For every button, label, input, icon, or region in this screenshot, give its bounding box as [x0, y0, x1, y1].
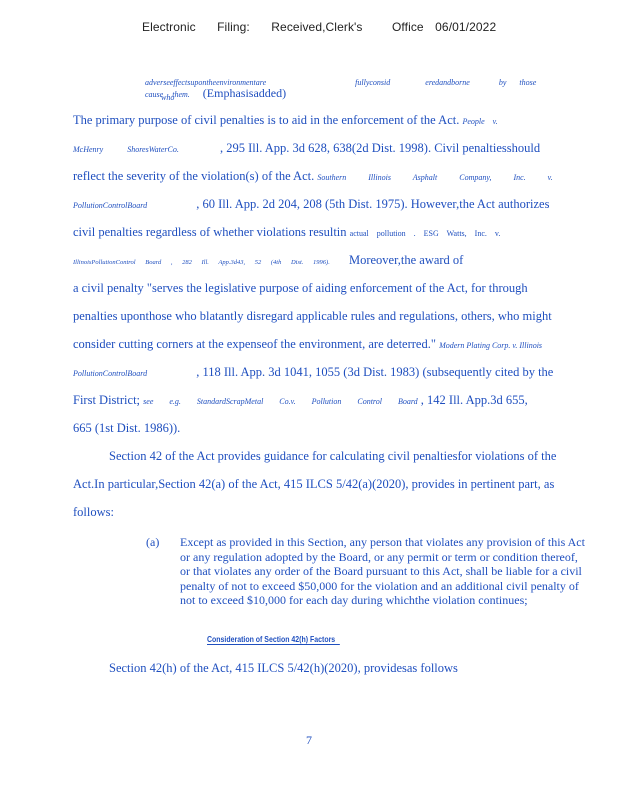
para1-line7: a civil penalty "serves the legislative purpose of aiding enforcement of the Act, for through — [73, 281, 528, 295]
para-text: Section 42 of the Act provides guidance for calculating civil penaltiesfor violations of the — [109, 449, 557, 463]
para1-line12: 665 (1st Dist. 1986)). — [73, 421, 181, 435]
header-electronic: Electronic — [142, 20, 196, 34]
para1-line10 — [73, 358, 593, 388]
case-citation: McHenry ShoresWaterCo. — [73, 145, 179, 154]
para1-line3 — [73, 162, 593, 192]
quote-text: them. — [172, 90, 190, 99]
para1-line6 — [73, 246, 593, 277]
filing-header — [142, 20, 514, 34]
quote-fragment-line2 — [145, 86, 545, 101]
para1-line9 — [73, 330, 593, 360]
para-text: First District; — [73, 393, 141, 407]
quote-text: who — [161, 93, 175, 102]
para-text: , 295 Ill. App. 3d 628, 638(2d Dist. 1998). Civil penaltiesshould — [219, 141, 541, 155]
quote-text: cause — [145, 90, 164, 99]
quote-text: eredandborne — [425, 78, 470, 87]
para2-line3: follows: — [73, 505, 114, 519]
emphasis-note: (Emphasisadded) — [202, 86, 287, 100]
case-citation: PollutionControlBoard — [73, 201, 148, 210]
para-text: Moreover,the award of — [348, 253, 464, 267]
case-citation: see e.g. StandardScrapMetal Co.v. Pollution Control Board — [143, 397, 418, 406]
para1-line2 — [73, 134, 593, 164]
quote-text: adverseeffectsupontheenvironmentare — [145, 78, 267, 87]
section-subheading: Consideration of Section 42(h) Factors — [207, 634, 340, 645]
para3-line1 — [73, 654, 593, 682]
para-text: reflect the severity of the violation(s) of the Act. — [73, 169, 315, 183]
para2-line1 — [73, 442, 593, 470]
header-office: Office — [391, 20, 424, 34]
case-citation: IllinoisPollutionControl Board , 282 Ill. App.3d43, 52 (4th Dist. 1996). — [73, 259, 330, 266]
para-text: The primary purpose of civil penalties is to aid in the enforcement of the Act. — [73, 113, 460, 127]
quote-text: those — [519, 78, 537, 87]
header-date: 06/01/2022 — [435, 20, 497, 34]
case-citation: Southern Illinois Asphalt Company, Inc. v. — [317, 173, 553, 182]
header-received: Received,Clerk's — [271, 20, 363, 34]
para-text: civil penalties regardless of whether violations resultin — [73, 225, 347, 239]
para1-line5 — [73, 218, 593, 248]
header-filing: Filing: — [217, 20, 250, 34]
para-text: Section 42(h) of the Act, 415 ILCS 5/42(h)(2020), providesas follows — [109, 661, 458, 675]
quote-text: fullyconsid — [355, 78, 391, 87]
case-citation: Modern Plating Corp. v. Illinois — [439, 341, 543, 350]
para2-line2: Act.In particular,Section 42(a) of the Act, 415 ILCS 5/42(a)(2020), provides in pertinent part, as — [73, 477, 555, 491]
case-citation: People v. — [462, 117, 498, 126]
para-text: , 142 Ill. App.3d 655, — [420, 393, 528, 407]
subsection-label: (a) — [146, 535, 160, 549]
para-text: , 60 Ill. App. 2d 204, 208 (5th Dist. 1975). However,the Act authorizes — [196, 197, 550, 211]
case-citation: PollutionControlBoard — [73, 369, 148, 378]
para1-line11 — [73, 386, 593, 416]
quote-text: by — [498, 78, 507, 87]
case-citation: actual pollution . ESG Watts, Inc. v. — [349, 229, 501, 238]
page-number: 7 — [306, 733, 312, 747]
statute-block-quote: Except as provided in this Section, any person that violates any provision of this Act or any regulation adopted by the Board, or any permit or term or condition thereof, or that violates any order of the Board pursuant to this Act, shall be liable for a civil penalty of not to exceed $50,000 for the violation and an additional civil penalty of not to exceed $10,000 for each day during whichthe violation continues; — [180, 535, 585, 607]
para-text: , 118 Ill. App. 3d 1041, 1055 (3d Dist. 1983) (subsequently cited by the — [196, 365, 554, 379]
para-text: consider cutting corners at the expenseof the environment, are deterred." — [73, 337, 436, 351]
para1-line1 — [73, 106, 593, 136]
para1-line4 — [73, 190, 593, 220]
para1-line8: penalties uponthose who blatantly disregard applicable rules and regulations, others, who might — [73, 309, 552, 323]
